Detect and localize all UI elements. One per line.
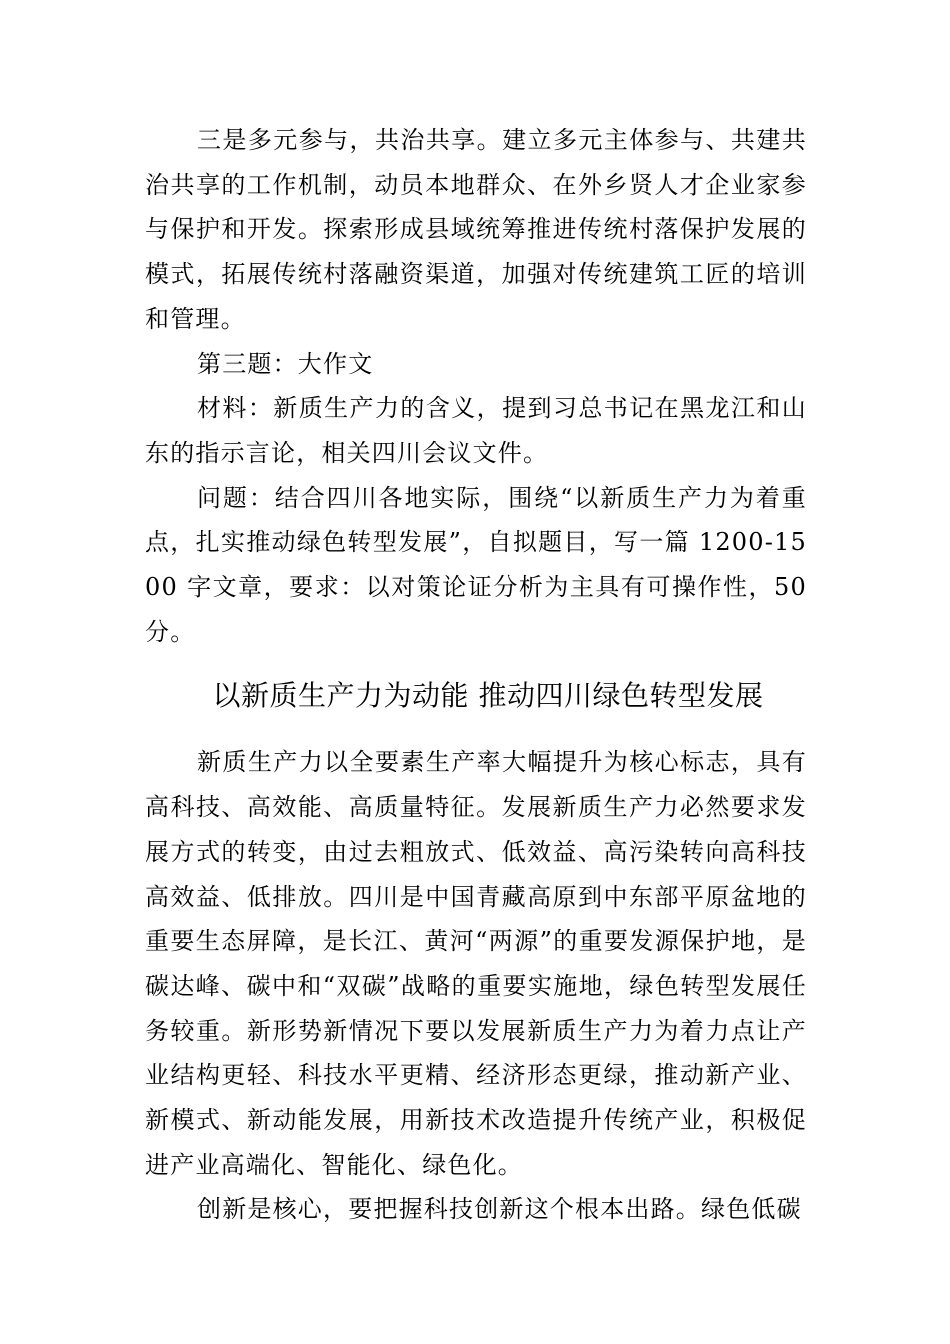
- essay-title: 以新质生产力为动能 推动四川绿色转型发展: [212, 679, 764, 713]
- paragraph-question-heading: 第三题：大作文: [197, 349, 374, 378]
- document-body: [145, 118, 807, 1232]
- paragraph-multi-participation: 三是多元参与，共治共享。建立多元主体参与、共建共治共享的工作机制，动员本地群众、在外乡贤人才企业家参与保护和开发。探索形成县域统筹推进传统村落保护发展的模式，拓展传统村落融资渠道，加强对传统建筑工匠的培训和管理。: [145, 126, 807, 333]
- paragraph-question-requirements: 问题：结合四川各地实际，围绕“以新质生产力为着重点，扎实推动绿色转型发展”，自拟题目，写一篇 1200-1500 字文章，要求：以对策论证分析为主具有可操作性，50 分。: [145, 483, 807, 646]
- paragraph-material: 材料：新质生产力的含义，提到习总书记在黑龙江和山东的指示言论，相关四川会议文件。: [145, 394, 807, 467]
- paragraph-essay-innovation: 创新是核心，要把握科技创新这个根本出路。绿色低碳: [197, 1195, 802, 1224]
- paragraph-essay-intro: 新质生产力以全要素生产率大幅提升为核心标志，具有高科技、高效能、高质量特征。发展新质生产力必然要求发展方式的转变，由过去粗放式、低效益、高污染转向高科技高效益、低排放。四川是中国青藏高原到中东部平原盆地的重要生态屏障，是长江、黄河“两源”的重要发源保护地，是碳达峰、碳中和“双碳”战略的重要实施地，绿色转型发展任务较重。新形势新情况下要以发展新质生产力为着力点让产业结构更轻、科技水平更精、经济形态更绿，推动新产业、新模式、新动能发展，用新技术改造提升传统产业，积极促进产业高端化、智能化、绿色化。: [145, 748, 807, 1179]
